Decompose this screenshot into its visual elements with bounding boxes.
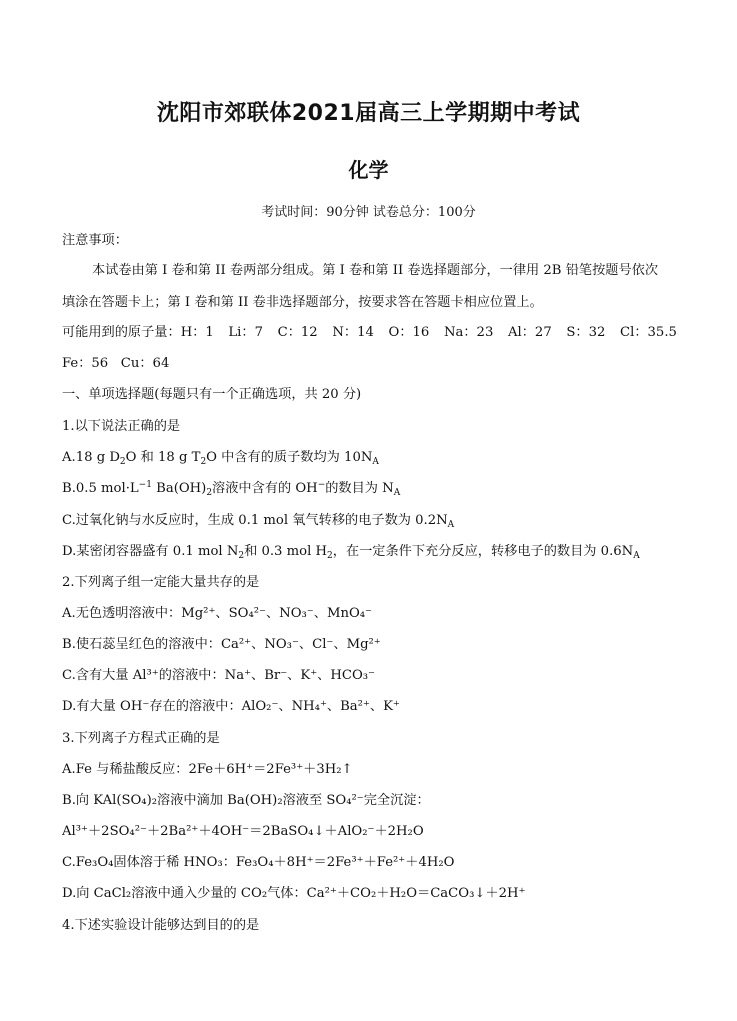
question-3-option-c: C.Fe₃O₄固体溶于稀 HNO₃：Fe₃O₄＋8H⁺＝2Fe³⁺＋Fe²⁺＋4H₂O bbox=[62, 855, 455, 870]
q1d-part: ，在一定条件下充分反应，转移电子的数目为 0.6N bbox=[332, 544, 634, 559]
subject-title: 化学 bbox=[348, 158, 389, 182]
notice-line-1: 本试卷由第 I 卷和第 II 卷两部分组成。第 I 卷和第 II 卷选择题部分，一律用 2B 铅笔按题号依次 bbox=[92, 263, 659, 278]
q1b-part: 溶液中含有的 OH bbox=[212, 481, 318, 496]
question-3-stem: 3.下列离子方程式正确的是 bbox=[62, 731, 220, 746]
atom-s: S：32 bbox=[566, 325, 606, 340]
atom-h: H：1 bbox=[180, 325, 214, 340]
question-2-option-c: C.含有大量 Al³⁺的溶液中：Na⁺、Br⁻、K⁺、HCO₃⁻ bbox=[62, 668, 376, 683]
atom-cu: Cu：64 bbox=[120, 356, 170, 371]
question-4-stem: 4.下述实验设计能够达到目的的是 bbox=[62, 918, 260, 933]
atoms-label-with-h bbox=[62, 324, 214, 342]
atomic-mass-row-1 bbox=[62, 324, 677, 342]
question-2-stem: 2.下列离子组一定能大量共存的是 bbox=[62, 575, 260, 590]
question-2-option-d: D.有大量 OH⁻存在的溶液中：AlO₂⁻、NH₄⁺、Ba²⁺、K⁺ bbox=[62, 699, 400, 714]
atom-o: O：16 bbox=[388, 325, 430, 340]
question-1-option-a: A.18 g $D_2O$ 和 18 g $T_2O$ 中含有的质子数均为 $10N_A$ bbox=[62, 450, 379, 467]
atom-cl: Cl：35.5 bbox=[620, 325, 677, 340]
question-1-stem: 1.以下说法正确的是 bbox=[62, 419, 181, 434]
question-3-option-a: A.Fe 与稀盐酸反应：2Fe＋6H⁺＝2Fe³⁺＋3H₂↑ bbox=[62, 762, 353, 777]
section-heading: 一、单项选择题(每题只有一个正确选项，共 20 分) bbox=[62, 387, 362, 402]
q1d-part: 和 0.3 mol H bbox=[244, 544, 327, 559]
atom-na: Na：23 bbox=[443, 325, 494, 340]
question-2-option-b: B.使石蕊呈红色的溶液中：Ca²⁺、NO₃⁻、Cl⁻、Mg²⁺ bbox=[62, 637, 381, 652]
atom-n: N：14 bbox=[332, 325, 374, 340]
question-1-option-d: D.某密闭容器盛有 0.1 mol $N_2$和 0.3 mol $H_2$，在一定条件下充分反应，转移电子的数目为 $0.6N_A$ bbox=[62, 544, 640, 561]
question-1-option-b: B.0.5 $mol\cdot L^{-1}$ $Ba(OH)_2$溶液中含有的 OH−的数目为 $N_A$ bbox=[62, 480, 401, 498]
question-2-option-a: A.无色透明溶液中：Mg²⁺、SO₄²⁻、NO₃⁻、MnO₄⁻ bbox=[62, 606, 373, 621]
notice-line-2: 填涂在答题卡上；第 I 卷和第 II 卷非选择题部分，按要求答在答题卡相应位置上。 bbox=[62, 295, 543, 310]
q1a-part: O 中含有的质子数均为 10N bbox=[206, 450, 373, 465]
q1b-part: Ba(OH) bbox=[151, 481, 207, 496]
atom-li: Li：7 bbox=[228, 325, 263, 340]
q1a-part: A.18 g D bbox=[62, 450, 120, 465]
question-1-option-c: C.过氧化钠与水反应时，生成 0.1 mol 氧气转移的电子数为 $0.2N_A$ bbox=[62, 513, 455, 530]
atom-c: C：12 bbox=[277, 325, 318, 340]
q1a-part: O 和 18 g T bbox=[125, 450, 201, 465]
atomic-mass-row-2 bbox=[62, 355, 677, 373]
atoms-label: 可能用到的原子量： bbox=[62, 325, 181, 340]
atom-al: Al：27 bbox=[508, 325, 552, 340]
question-3-option-b: B.向 KAl(SO₄)₂溶液中滴加 Ba(OH)₂溶液至 SO₄²⁻完全沉淀： bbox=[62, 793, 430, 808]
question-3-option-d: D.向 CaCl₂溶液中通入少量的 CO₂气体：Ca²⁺＋CO₂＋H₂O＝CaCO₃↓＋2H⁺ bbox=[62, 886, 526, 901]
page-title: 沈阳市郊联体2021届高三上学期期中考试 bbox=[156, 101, 581, 126]
q1b-part: B.0.5 mol·L bbox=[62, 481, 139, 496]
q1c-part: C.过氧化钠与水反应时，生成 0.1 mol 氧气转移的电子数为 0.2N bbox=[62, 513, 448, 528]
atom-fe: Fe：56 bbox=[62, 356, 109, 371]
q1b-part: 的数目为 N bbox=[325, 481, 394, 496]
exam-meta: 考试时间：90分钟 试卷总分：100分 bbox=[261, 205, 476, 220]
q1d-part: D.某密闭容器盛有 0.1 mol N bbox=[62, 544, 239, 559]
question-3-option-b-equation: Al³⁺＋2SO₄²⁻＋2Ba²⁺＋4OH⁻＝2BaSO₄↓＋AlO₂⁻＋2H₂O bbox=[62, 824, 424, 839]
notice-heading: 注意事项： bbox=[62, 233, 128, 248]
